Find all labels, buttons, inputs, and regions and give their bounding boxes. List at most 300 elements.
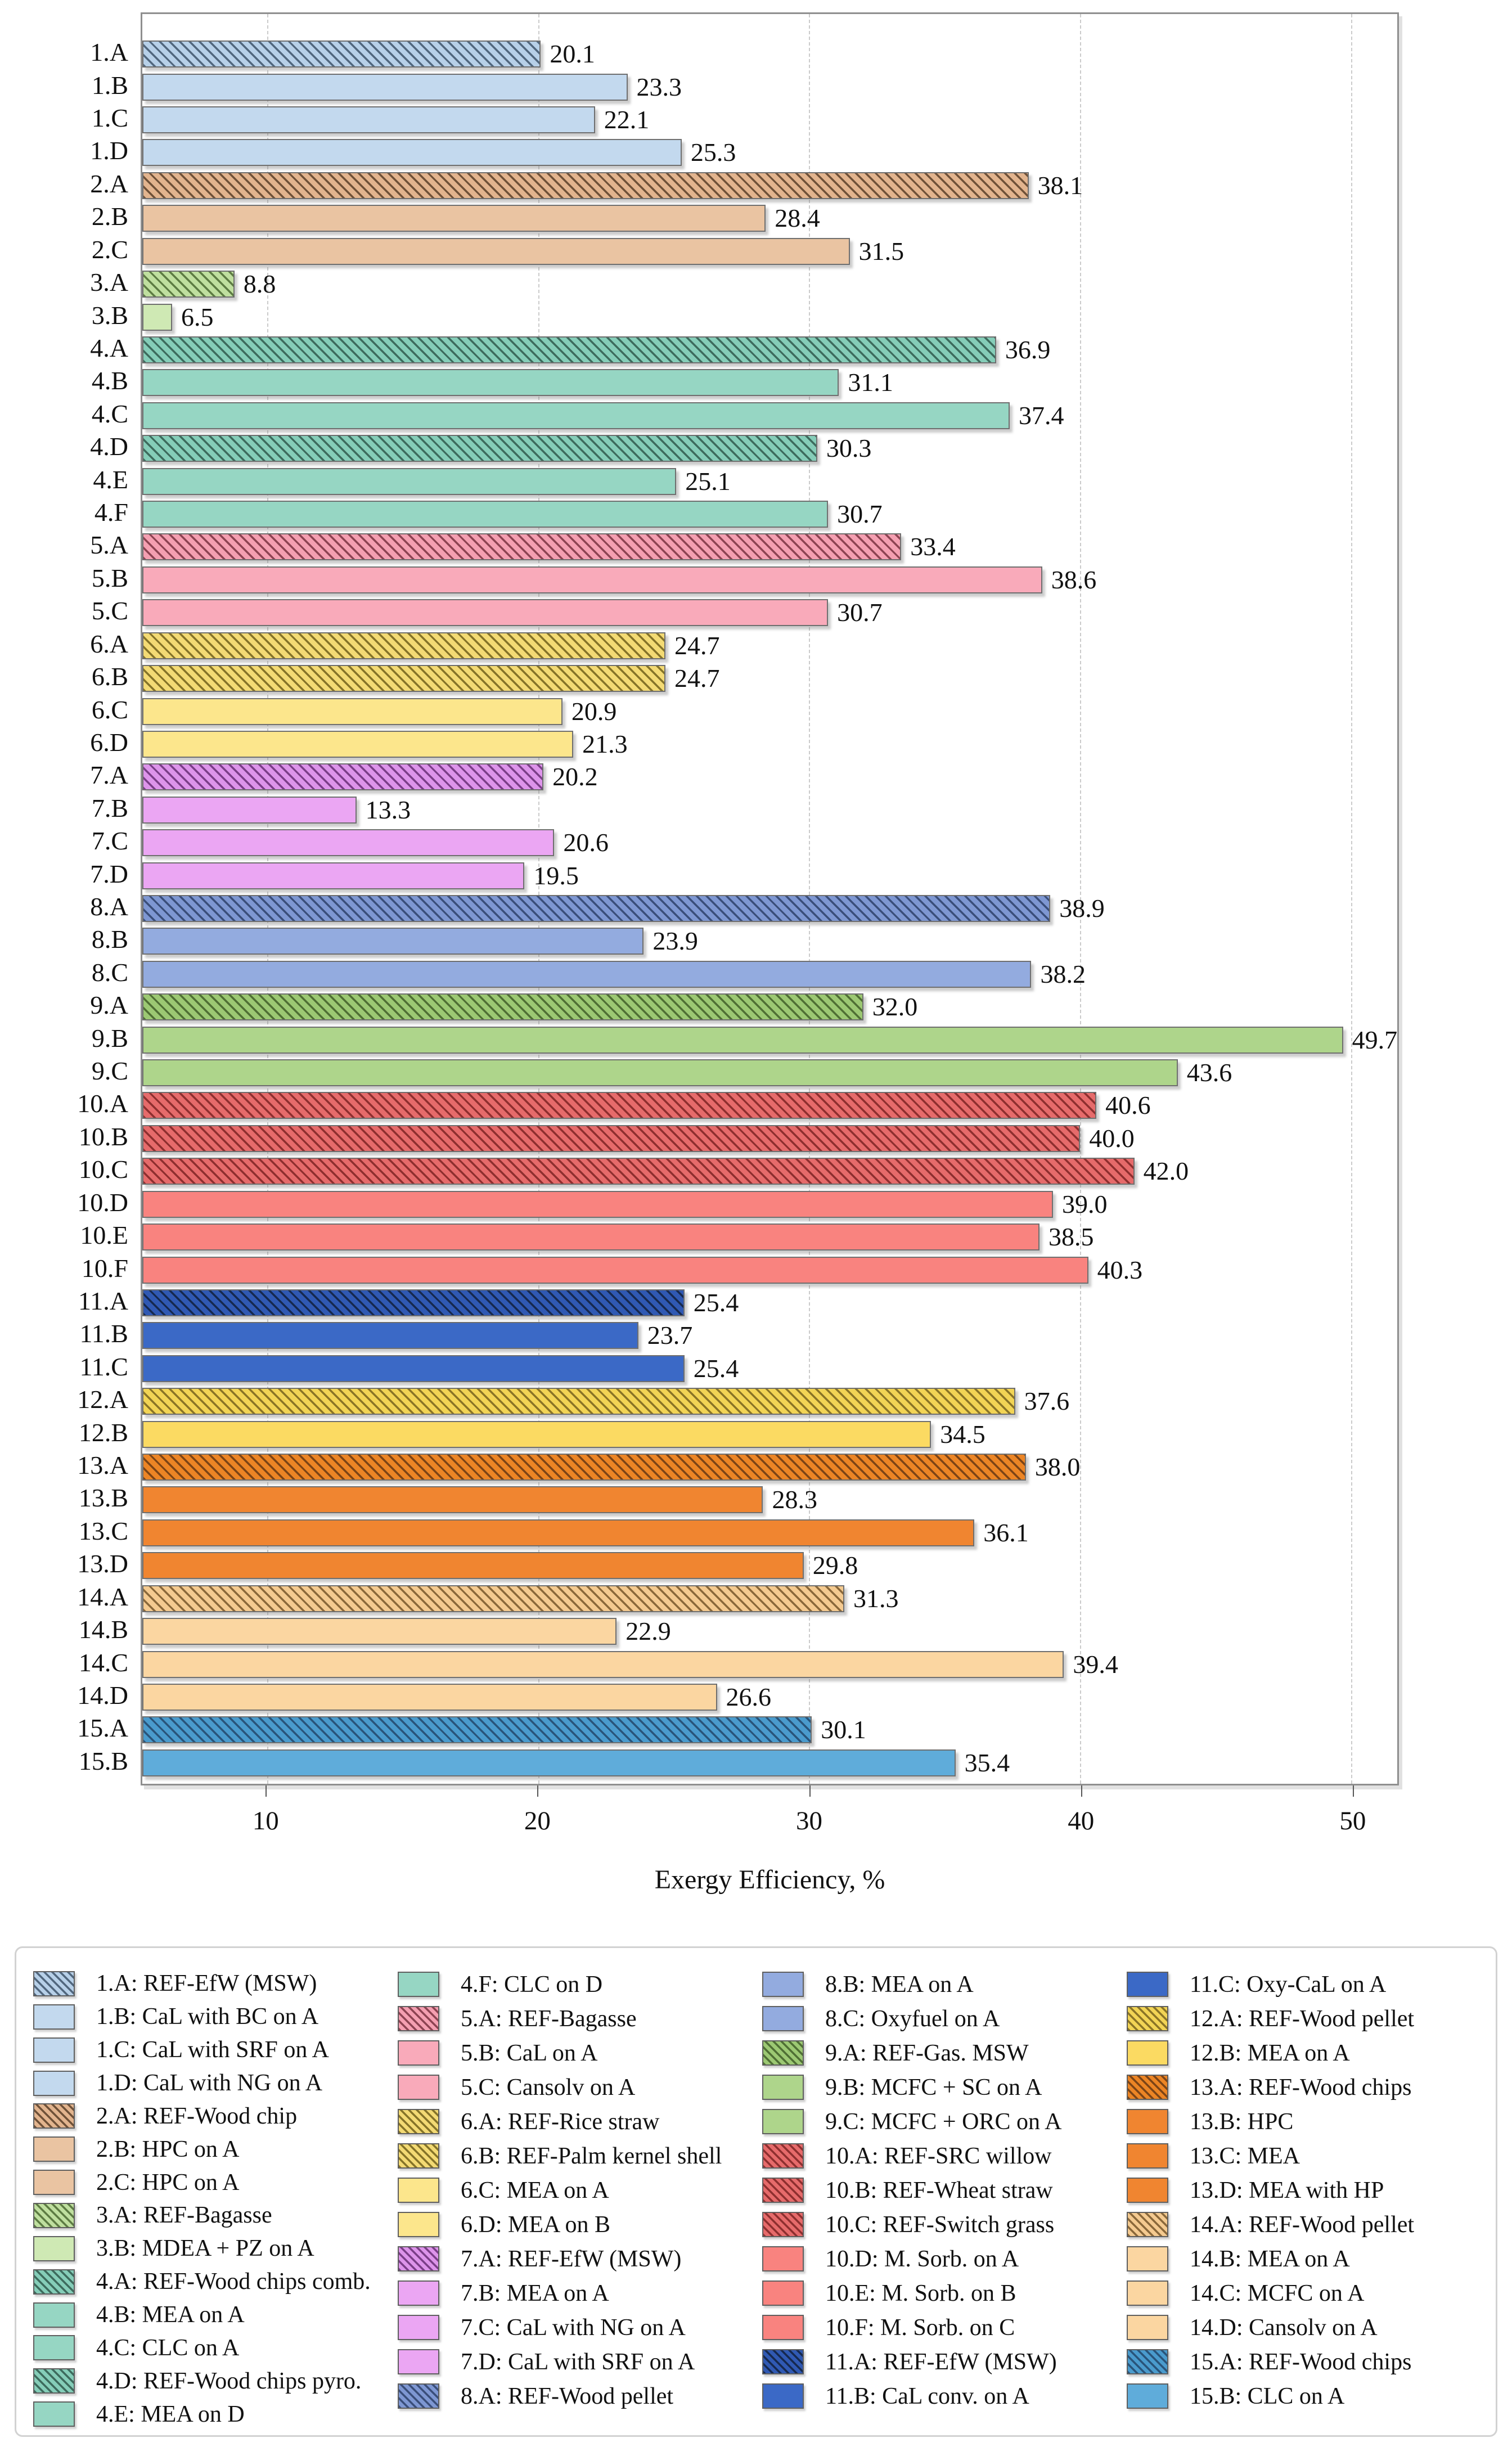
legend-label: 12.B: MEA on A <box>1190 2040 1350 2066</box>
legend-item-13.A <box>1127 2070 1491 2104</box>
legend-swatch-4.D <box>33 2368 75 2394</box>
y-tick-label-1.C: 1.C <box>91 104 128 133</box>
bar-value-10.D: 39.0 <box>1062 1189 1108 1218</box>
bar-value-8.B: 23.9 <box>652 926 698 956</box>
legend-swatch-8.C <box>762 2006 804 2031</box>
legend-item-5.C <box>398 2070 762 2104</box>
y-tick-label-15.A: 15.A <box>77 1713 128 1743</box>
y-tick-label-3.A: 3.A <box>90 268 128 297</box>
legend-item-8.A <box>398 2379 762 2413</box>
legend-item-6.C <box>398 2173 762 2207</box>
bar-row-4.C <box>142 399 1397 432</box>
bar-row-1.A <box>142 38 1397 70</box>
x-tick-mark-40 <box>1081 1785 1082 1797</box>
bar-11.A <box>142 1289 685 1316</box>
legend-item-9.B <box>762 2070 1127 2104</box>
bar-7.C <box>142 829 554 856</box>
bar-14.B <box>142 1618 616 1645</box>
bar-value-2.C: 31.5 <box>858 236 904 266</box>
legend-swatch-6.B <box>398 2143 439 2169</box>
y-tick-label-4.C: 4.C <box>91 399 128 428</box>
legend-item-1.D <box>33 2067 398 2100</box>
legend-swatch-10.D <box>762 2246 804 2271</box>
legend-swatch-4.B <box>33 2302 75 2328</box>
bar-row-4.D <box>142 432 1397 465</box>
bar-row-11.A <box>142 1287 1397 1319</box>
legend-item-2.B <box>33 2133 398 2166</box>
legend-label: 6.A: REF-Rice straw <box>461 2108 660 2135</box>
legend-column-3 <box>762 1967 1127 2431</box>
y-tick-label-9.B: 9.B <box>91 1023 128 1052</box>
y-tick-label-2.A: 2.A <box>90 169 128 198</box>
legend-label: 8.A: REF-Wood pellet <box>461 2383 674 2409</box>
legend-item-11.C <box>1127 1967 1491 2001</box>
legend-swatch-8.B <box>762 1972 804 1997</box>
x-tick-mark-10 <box>266 1785 267 1797</box>
legend-swatch-12.A <box>1127 2006 1168 2031</box>
bar-row-1.B <box>142 70 1397 103</box>
legend-swatch-13.B <box>1127 2109 1168 2134</box>
bar-row-8.A <box>142 892 1397 925</box>
bar-row-14.B <box>142 1615 1397 1648</box>
legend-label: 1.D: CaL with NG on A <box>96 2070 323 2096</box>
legend-label: 8.B: MEA on A <box>825 1971 974 1998</box>
bar-row-10.C <box>142 1155 1397 1187</box>
legend-label: 10.A: REF-SRC willow <box>825 2143 1052 2169</box>
bar-row-2.C <box>142 235 1397 267</box>
bar-13.D <box>142 1552 804 1579</box>
legend-swatch-3.A <box>33 2203 75 2228</box>
legend-item-10.C <box>762 2207 1127 2242</box>
y-tick-label-5.A: 5.A <box>90 530 128 560</box>
legend-label: 11.A: REF-EfW (MSW) <box>825 2349 1057 2375</box>
legend-item-7.C <box>398 2310 762 2345</box>
legend-swatch-1.B <box>33 2004 75 2030</box>
x-tick-label-10: 10 <box>252 1806 279 1836</box>
bar-row-12.B <box>142 1418 1397 1450</box>
legend-label: 14.C: MCFC on A <box>1190 2280 1365 2306</box>
legend-swatch-10.E <box>762 2280 804 2306</box>
y-tick-label-12.B: 12.B <box>78 1418 128 1447</box>
legend-swatch-1.D <box>33 2071 75 2096</box>
bar-10.A <box>142 1092 1096 1119</box>
y-tick-label-4.A: 4.A <box>90 333 128 362</box>
bar-row-1.C <box>142 104 1397 136</box>
y-tick-label-7.A: 7.A <box>90 761 128 790</box>
bar-value-3.B: 6.5 <box>181 302 214 331</box>
bar-value-13.B: 28.3 <box>772 1485 817 1514</box>
bar-row-8.C <box>142 958 1397 991</box>
legend-label: 10.F: M. Sorb. on C <box>825 2314 1015 2341</box>
legend-swatch-6.D <box>398 2212 439 2237</box>
legend-label: 4.A: REF-Wood chips comb. <box>96 2269 371 2295</box>
y-tick-label-12.A: 12.A <box>77 1385 128 1414</box>
legend-label: 4.B: MEA on A <box>96 2302 245 2328</box>
y-tick-label-5.B: 5.B <box>91 563 128 592</box>
bar-value-14.B: 22.9 <box>626 1617 671 1646</box>
bar-4.E <box>142 468 676 495</box>
bar-8.B <box>142 928 644 955</box>
bar-row-2.B <box>142 202 1397 235</box>
legend-item-6.D <box>398 2207 762 2242</box>
legend-item-4.B <box>33 2298 398 2332</box>
bar-row-6.A <box>142 629 1397 662</box>
y-tick-label-6.B: 6.B <box>91 662 128 691</box>
legend-swatch-14.B <box>1127 2246 1168 2271</box>
bar-row-10.D <box>142 1188 1397 1221</box>
bar-row-6.C <box>142 695 1397 727</box>
legend-column-4 <box>1127 1967 1491 2431</box>
bar-8.C <box>142 961 1031 988</box>
legend-swatch-2.A <box>33 2103 75 2129</box>
bar-11.B <box>142 1322 638 1349</box>
legend-item-10.F <box>762 2310 1127 2345</box>
legend-item-14.D <box>1127 2310 1491 2345</box>
bar-row-7.B <box>142 794 1397 826</box>
bar-14.A <box>142 1585 844 1612</box>
bar-5.A <box>142 533 901 560</box>
x-axis-title: Exergy Efficiency, % <box>654 1865 885 1895</box>
bar-value-6.D: 21.3 <box>582 729 628 758</box>
y-tick-label-4.B: 4.B <box>91 366 128 395</box>
bar-7.D <box>142 862 524 889</box>
legend-item-15.B <box>1127 2379 1491 2413</box>
bar-value-6.A: 24.7 <box>674 631 720 660</box>
bar-value-8.A: 38.9 <box>1059 893 1105 923</box>
legend-swatch-7.D <box>398 2349 439 2374</box>
bar-10.F <box>142 1257 1088 1284</box>
legend-item-7.B <box>398 2276 762 2310</box>
bar-value-4.A: 36.9 <box>1005 335 1051 364</box>
legend-item-5.B <box>398 2036 762 2070</box>
bar-9.B <box>142 1027 1343 1054</box>
plot-area <box>141 12 1399 1785</box>
legend-swatch-4.C <box>33 2335 75 2360</box>
legend-item-14.A <box>1127 2207 1491 2242</box>
x-tick-label-30: 30 <box>796 1806 823 1836</box>
bar-row-11.B <box>142 1319 1397 1352</box>
bar-row-6.B <box>142 662 1397 695</box>
legend-item-10.B <box>762 2173 1127 2207</box>
bar-value-13.C: 36.1 <box>983 1518 1029 1547</box>
bar-row-13.B <box>142 1483 1397 1516</box>
legend-swatch-11.B <box>762 2383 804 2409</box>
bar-row-15.A <box>142 1713 1397 1746</box>
legend-swatch-2.B <box>33 2136 75 2162</box>
bar-value-15.B: 35.4 <box>964 1748 1010 1777</box>
legend-item-1.A <box>33 1967 398 2000</box>
bar-value-2.A: 38.1 <box>1037 170 1083 200</box>
legend-swatch-11.A <box>762 2349 804 2374</box>
legend-label: 5.A: REF-Bagasse <box>461 2005 637 2032</box>
legend-item-2.C <box>33 2166 398 2199</box>
legend-item-4.A <box>33 2265 398 2298</box>
legend-label: 12.A: REF-Wood pellet <box>1190 2005 1415 2032</box>
bar-row-8.B <box>142 925 1397 957</box>
bar-value-11.A: 25.4 <box>693 1288 739 1317</box>
legend-label: 14.D: Cansolv on A <box>1190 2314 1378 2341</box>
legend-swatch-15.B <box>1127 2383 1168 2409</box>
bar-row-13.D <box>142 1549 1397 1582</box>
bar-value-9.B: 49.7 <box>1352 1025 1398 1054</box>
legend-item-6.A <box>398 2104 762 2139</box>
bar-value-1.B: 23.3 <box>636 72 682 101</box>
bar-value-13.D: 29.8 <box>812 1551 858 1580</box>
legend-label: 10.D: M. Sorb. on A <box>825 2246 1019 2272</box>
y-tick-label-10.D: 10.D <box>77 1187 128 1217</box>
bar-2.C <box>142 238 850 265</box>
y-tick-label-1.B: 1.B <box>91 70 128 100</box>
legend-item-14.B <box>1127 2242 1491 2276</box>
legend-column-2 <box>398 1967 762 2431</box>
bar-6.D <box>142 731 573 758</box>
legend-label: 6.C: MEA on A <box>461 2177 609 2203</box>
legend-item-11.B <box>762 2379 1127 2413</box>
legend-swatch-6.C <box>398 2178 439 2203</box>
bar-row-4.A <box>142 334 1397 366</box>
y-tick-label-1.D: 1.D <box>90 136 128 165</box>
y-tick-label-4.F: 4.F <box>94 498 128 527</box>
legend-column-1 <box>33 1967 398 2431</box>
y-tick-label-11.C: 11.C <box>79 1352 128 1381</box>
legend-item-12.B <box>1127 2036 1491 2070</box>
bar-6.B <box>142 665 665 692</box>
bar-row-1.D <box>142 136 1397 169</box>
legend-item-1.C <box>33 2034 398 2067</box>
legend-item-4.C <box>33 2331 398 2364</box>
bar-value-10.B: 40.0 <box>1089 1123 1135 1153</box>
legend-swatch-9.B <box>762 2075 804 2100</box>
y-tick-label-11.A: 11.A <box>78 1286 128 1315</box>
legend-label: 11.B: CaL conv. on A <box>825 2383 1029 2409</box>
legend-swatch-10.A <box>762 2143 804 2169</box>
legend-label: 15.B: CLC on A <box>1190 2383 1345 2409</box>
bar-row-5.A <box>142 530 1397 563</box>
bar-6.A <box>142 632 665 659</box>
bar-row-13.C <box>142 1517 1397 1549</box>
y-tick-label-10.A: 10.A <box>77 1089 128 1118</box>
bar-5.B <box>142 566 1042 593</box>
legend-item-5.A <box>398 2001 762 2036</box>
y-tick-label-6.D: 6.D <box>90 727 128 757</box>
legend-swatch-7.A <box>398 2246 439 2271</box>
bar-row-14.A <box>142 1582 1397 1615</box>
legend-label: 11.C: Oxy-CaL on A <box>1190 1971 1387 1998</box>
legend-item-13.B <box>1127 2104 1491 2139</box>
legend-item-8.B <box>762 1967 1127 2001</box>
legend-swatch-10.B <box>762 2178 804 2203</box>
bar-row-4.F <box>142 498 1397 530</box>
bar-row-7.D <box>142 859 1397 892</box>
bar-value-5.C: 30.7 <box>837 598 883 627</box>
y-tick-label-4.E: 4.E <box>93 465 128 494</box>
legend-label: 4.F: CLC on D <box>461 1971 603 1998</box>
bar-4.A <box>142 336 996 363</box>
legend-swatch-13.D <box>1127 2178 1168 2203</box>
bar-15.A <box>142 1716 812 1743</box>
bar-6.C <box>142 698 562 725</box>
y-tick-label-14.A: 14.A <box>77 1582 128 1611</box>
y-tick-label-9.C: 9.C <box>91 1056 128 1086</box>
bar-value-3.A: 8.8 <box>243 269 276 299</box>
legend-label: 13.A: REF-Wood chips <box>1190 2074 1412 2100</box>
bar-value-7.B: 13.3 <box>365 795 411 824</box>
legend-item-10.A <box>762 2139 1127 2173</box>
legend-item-6.B <box>398 2139 762 2173</box>
bar-13.A <box>142 1454 1026 1481</box>
legend-label: 1.C: CaL with SRF on A <box>96 2037 329 2063</box>
legend-swatch-8.A <box>398 2383 439 2409</box>
y-tick-label-7.D: 7.D <box>90 859 128 888</box>
legend-swatch-9.A <box>762 2040 804 2066</box>
legend-swatch-7.C <box>398 2315 439 2340</box>
bar-14.D <box>142 1684 717 1711</box>
bar-value-1.A: 20.1 <box>550 39 595 69</box>
bar-row-10.B <box>142 1122 1397 1155</box>
bar-value-10.C: 42.0 <box>1143 1157 1189 1186</box>
legend-swatch-13.A <box>1127 2075 1168 2100</box>
bar-row-3.B <box>142 300 1397 333</box>
legend-label: 7.D: CaL with SRF on A <box>461 2349 695 2375</box>
bar-row-9.C <box>142 1056 1397 1089</box>
legend-label: 2.A: REF-Wood chip <box>96 2103 298 2129</box>
bar-row-13.A <box>142 1451 1397 1483</box>
bar-row-4.B <box>142 366 1397 399</box>
bar-value-5.B: 38.6 <box>1051 565 1097 594</box>
bar-1.D <box>142 139 682 166</box>
bar-value-4.F: 30.7 <box>837 500 883 528</box>
bar-value-7.D: 19.5 <box>533 861 579 890</box>
y-tick-label-10.F: 10.F <box>81 1253 128 1283</box>
bars-layer <box>142 38 1397 1776</box>
legend-swatch-5.A <box>398 2006 439 2031</box>
legend-swatch-10.C <box>762 2212 804 2237</box>
legend-swatch-12.B <box>1127 2040 1168 2066</box>
bar-value-4.C: 37.4 <box>1018 401 1064 430</box>
bar-value-2.B: 28.4 <box>775 204 820 233</box>
bar-value-10.F: 40.3 <box>1097 1255 1143 1284</box>
legend <box>15 1946 1497 2437</box>
bar-1.C <box>142 106 595 133</box>
legend-item-7.A <box>398 2242 762 2276</box>
y-tick-label-2.C: 2.C <box>91 235 128 264</box>
legend-label: 7.A: REF-EfW (MSW) <box>461 2246 682 2272</box>
bar-row-9.A <box>142 991 1397 1023</box>
legend-swatch-11.C <box>1127 1972 1168 1997</box>
legend-item-12.A <box>1127 2001 1491 2036</box>
bar-value-9.C: 43.6 <box>1186 1058 1232 1087</box>
y-tick-label-8.B: 8.B <box>91 925 128 954</box>
legend-swatch-13.C <box>1127 2143 1168 2169</box>
legend-label: 13.B: HPC <box>1190 2108 1294 2135</box>
y-tick-label-7.B: 7.B <box>91 793 128 822</box>
bar-12.A <box>142 1388 1015 1415</box>
bar-row-5.C <box>142 596 1397 629</box>
y-tick-label-8.A: 8.A <box>90 892 128 921</box>
legend-label: 3.A: REF-Bagasse <box>96 2202 272 2229</box>
bar-value-4.E: 25.1 <box>685 466 731 496</box>
legend-swatch-2.C <box>33 2170 75 2195</box>
bar-value-14.A: 31.3 <box>853 1584 899 1613</box>
legend-label: 5.B: CaL on A <box>461 2040 598 2066</box>
y-tick-label-9.A: 9.A <box>90 991 128 1020</box>
bar-3.A <box>142 271 235 298</box>
legend-swatch-14.A <box>1127 2212 1168 2237</box>
y-tick-label-1.A: 1.A <box>90 38 128 67</box>
legend-swatch-1.A <box>33 1971 75 1996</box>
legend-item-4.E <box>33 2397 398 2431</box>
legend-label: 13.C: MEA <box>1190 2143 1300 2169</box>
y-tick-label-13.C: 13.C <box>78 1516 128 1545</box>
legend-item-14.C <box>1127 2276 1491 2310</box>
bar-9.C <box>142 1059 1178 1086</box>
bar-value-12.A: 37.6 <box>1024 1387 1070 1416</box>
legend-label: 4.C: CLC on A <box>96 2334 240 2361</box>
bar-value-11.B: 23.7 <box>647 1321 693 1350</box>
bar-8.A <box>142 895 1050 922</box>
legend-label: 14.B: MEA on A <box>1190 2246 1350 2272</box>
x-tick-label-20: 20 <box>524 1806 551 1836</box>
bar-row-11.C <box>142 1352 1397 1385</box>
bar-5.C <box>142 599 828 626</box>
bar-value-1.D: 25.3 <box>690 138 736 167</box>
legend-swatch-15.A <box>1127 2349 1168 2374</box>
bar-1.A <box>142 41 541 68</box>
legend-swatch-10.F <box>762 2315 804 2340</box>
bar-row-7.C <box>142 826 1397 859</box>
y-tick-label-13.D: 13.D <box>77 1549 128 1578</box>
bar-value-14.C: 39.4 <box>1073 1649 1118 1679</box>
bar-value-6.B: 24.7 <box>674 664 720 693</box>
bar-3.B <box>142 304 172 331</box>
bar-4.B <box>142 369 839 396</box>
legend-item-9.A <box>762 2036 1127 2070</box>
bar-value-1.C: 22.1 <box>604 105 650 134</box>
legend-item-3.A <box>33 2199 398 2232</box>
legend-swatch-14.C <box>1127 2280 1168 2306</box>
bar-value-8.C: 38.2 <box>1040 959 1086 988</box>
legend-label: 9.A: REF-Gas. MSW <box>825 2040 1029 2066</box>
y-tick-label-10.E: 10.E <box>80 1221 128 1250</box>
y-tick-label-2.B: 2.B <box>91 202 128 231</box>
x-tick-mark-20 <box>537 1785 538 1797</box>
y-tick-label-4.D: 4.D <box>90 432 128 461</box>
legend-label: 6.D: MEA on B <box>461 2211 611 2238</box>
bar-13.B <box>142 1486 763 1513</box>
y-tick-label-13.A: 13.A <box>77 1451 128 1480</box>
y-tick-label-5.C: 5.C <box>91 596 128 626</box>
bar-10.E <box>142 1224 1040 1251</box>
legend-item-4.F <box>398 1967 762 2001</box>
legend-item-13.D <box>1127 2173 1491 2207</box>
bar-row-2.A <box>142 169 1397 202</box>
bar-row-9.B <box>142 1023 1397 1056</box>
bar-row-10.A <box>142 1089 1397 1122</box>
x-tick-mark-30 <box>809 1785 811 1797</box>
legend-item-2.A <box>33 2099 398 2133</box>
legend-swatch-5.B <box>398 2040 439 2066</box>
legend-label: 4.D: REF-Wood chips pyro. <box>96 2368 362 2394</box>
bar-row-5.B <box>142 564 1397 596</box>
legend-item-9.C <box>762 2104 1127 2139</box>
y-tick-label-6.C: 6.C <box>91 695 128 724</box>
bar-row-4.E <box>142 465 1397 497</box>
legend-item-15.A <box>1127 2345 1491 2379</box>
bar-value-6.C: 20.9 <box>571 696 617 726</box>
bar-row-10.E <box>142 1221 1397 1253</box>
bar-value-7.C: 20.6 <box>563 828 609 857</box>
legend-label: 1.B: CaL with BC on A <box>96 2004 319 2030</box>
